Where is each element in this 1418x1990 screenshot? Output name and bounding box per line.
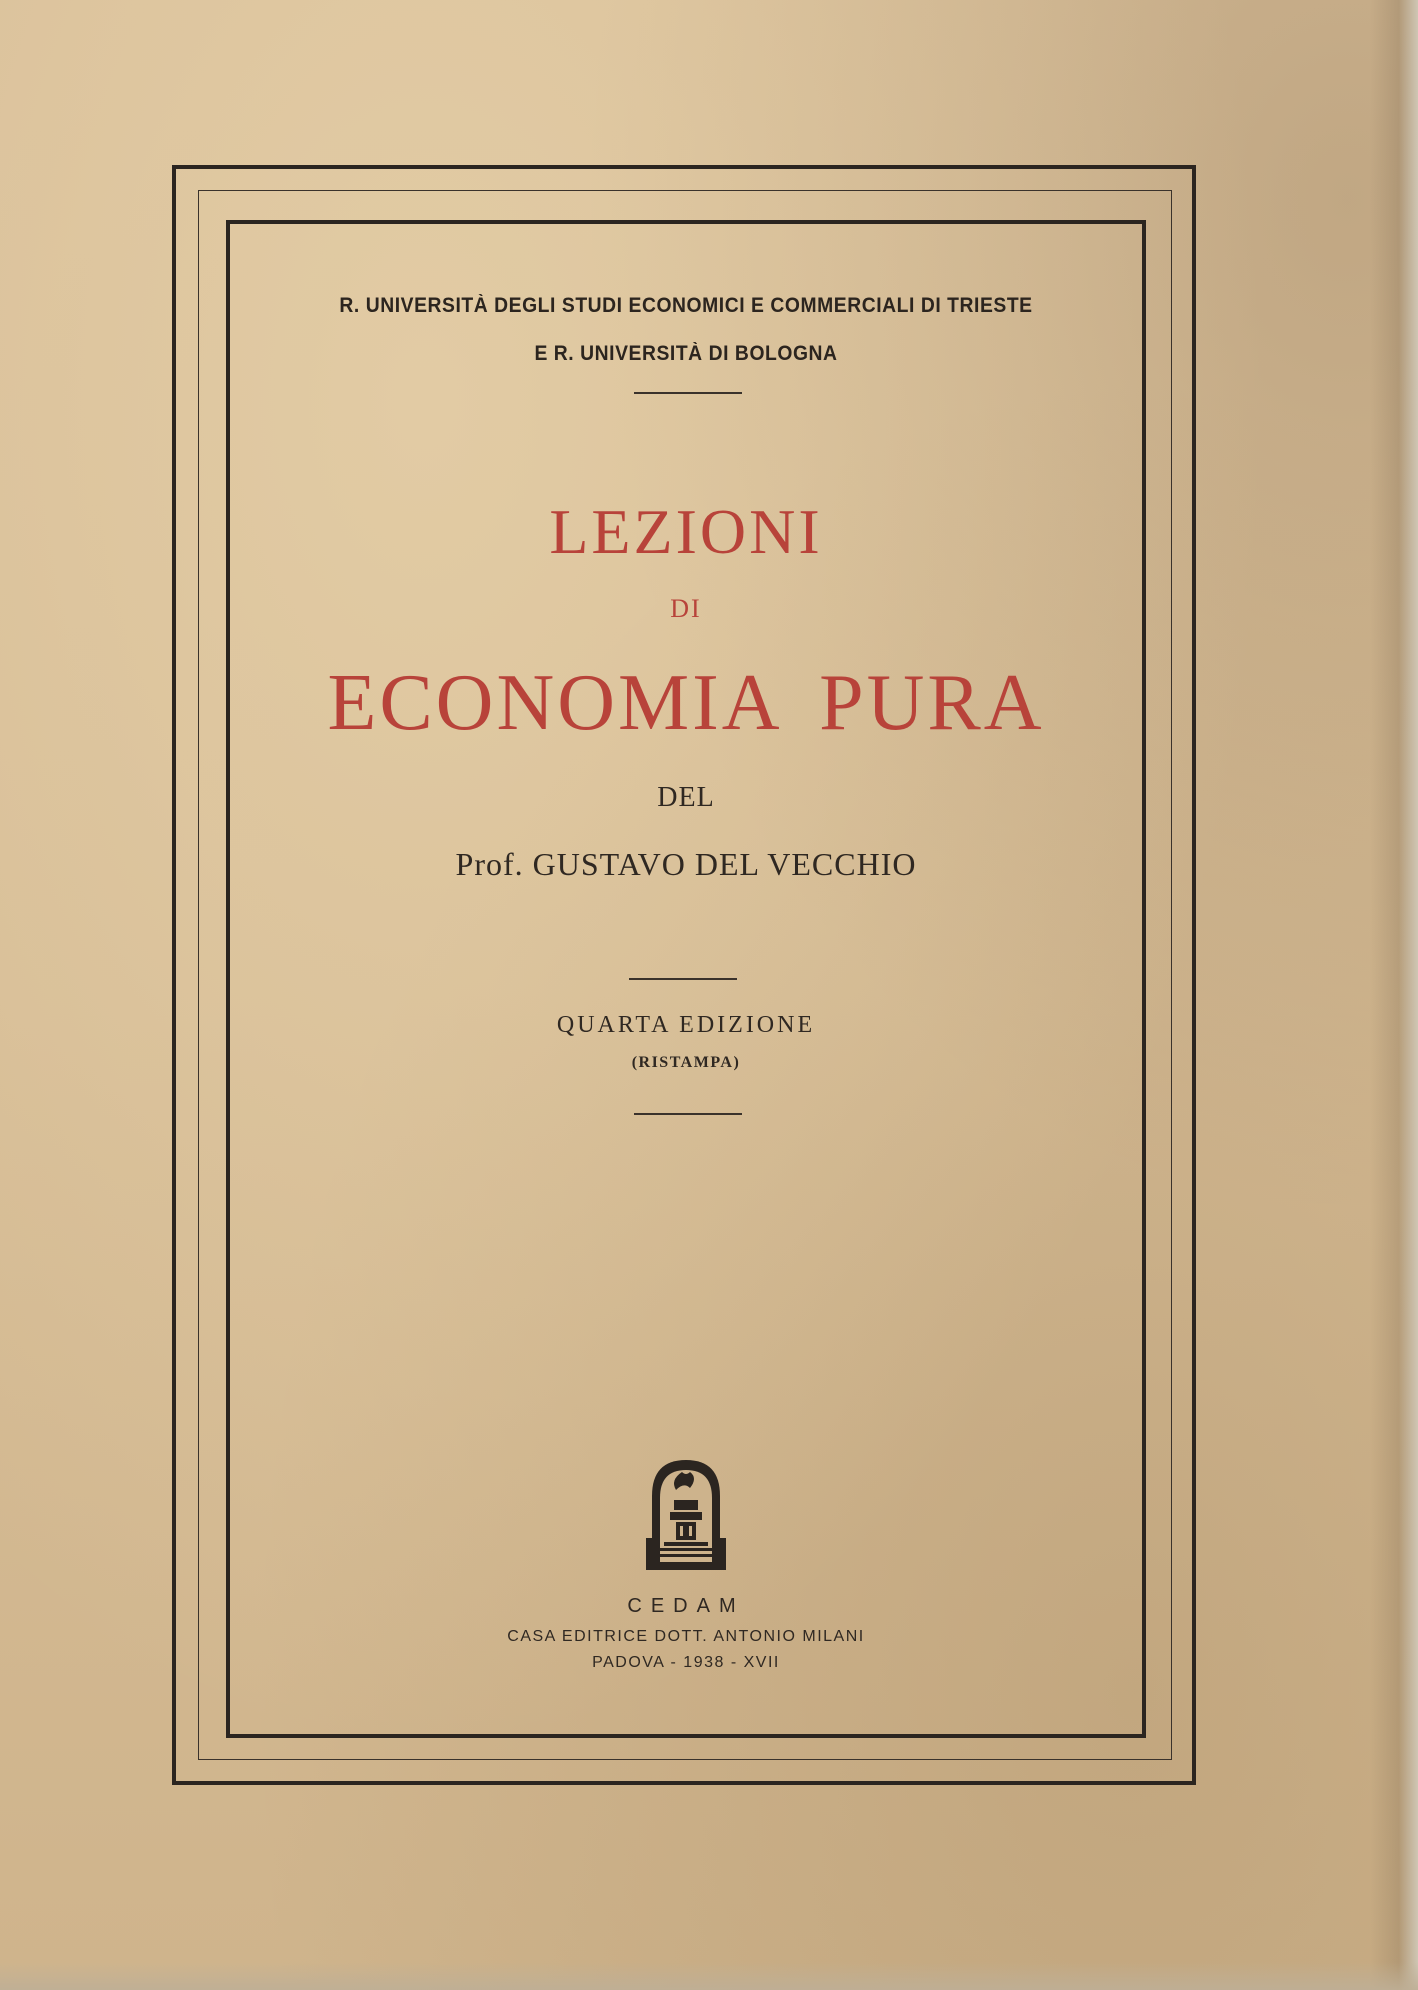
divider-middle [629,978,737,980]
divider-top [634,392,742,394]
divider-bottom [634,1113,742,1115]
university-line-2: E R. UNIVERSITÀ DI BOLOGNA [534,342,838,365]
publisher-house: CASA EDITRICE DOTT. ANTONIO MILANI [507,1628,865,1645]
publisher-place-date: PADOVA - 1938 - XVII [592,1654,780,1671]
title-line-2: ECONOMIA PURA [327,659,1045,747]
title-connector: DI [670,594,702,623]
page-edge-right [1370,0,1418,1990]
author-name: Prof. GUSTAVO DEL VECCHIO [455,846,917,882]
publisher-name: CEDAM [627,1595,745,1617]
title-line-1: LEZIONI [549,496,823,567]
university-line-1: R. UNIVERSITÀ DEGLI STUDI ECONOMICI E COMMERCIALI DI TRIESTE [339,294,1033,317]
reprint-note: (RISTAMPA) [631,1054,741,1071]
cover-content [226,220,1146,1738]
cedam-emblem-icon [646,1458,726,1570]
by-label: DEL [657,782,715,813]
edition-label: QUARTA EDIZIONE [556,1012,816,1038]
page-edge-bottom [0,1962,1418,1990]
